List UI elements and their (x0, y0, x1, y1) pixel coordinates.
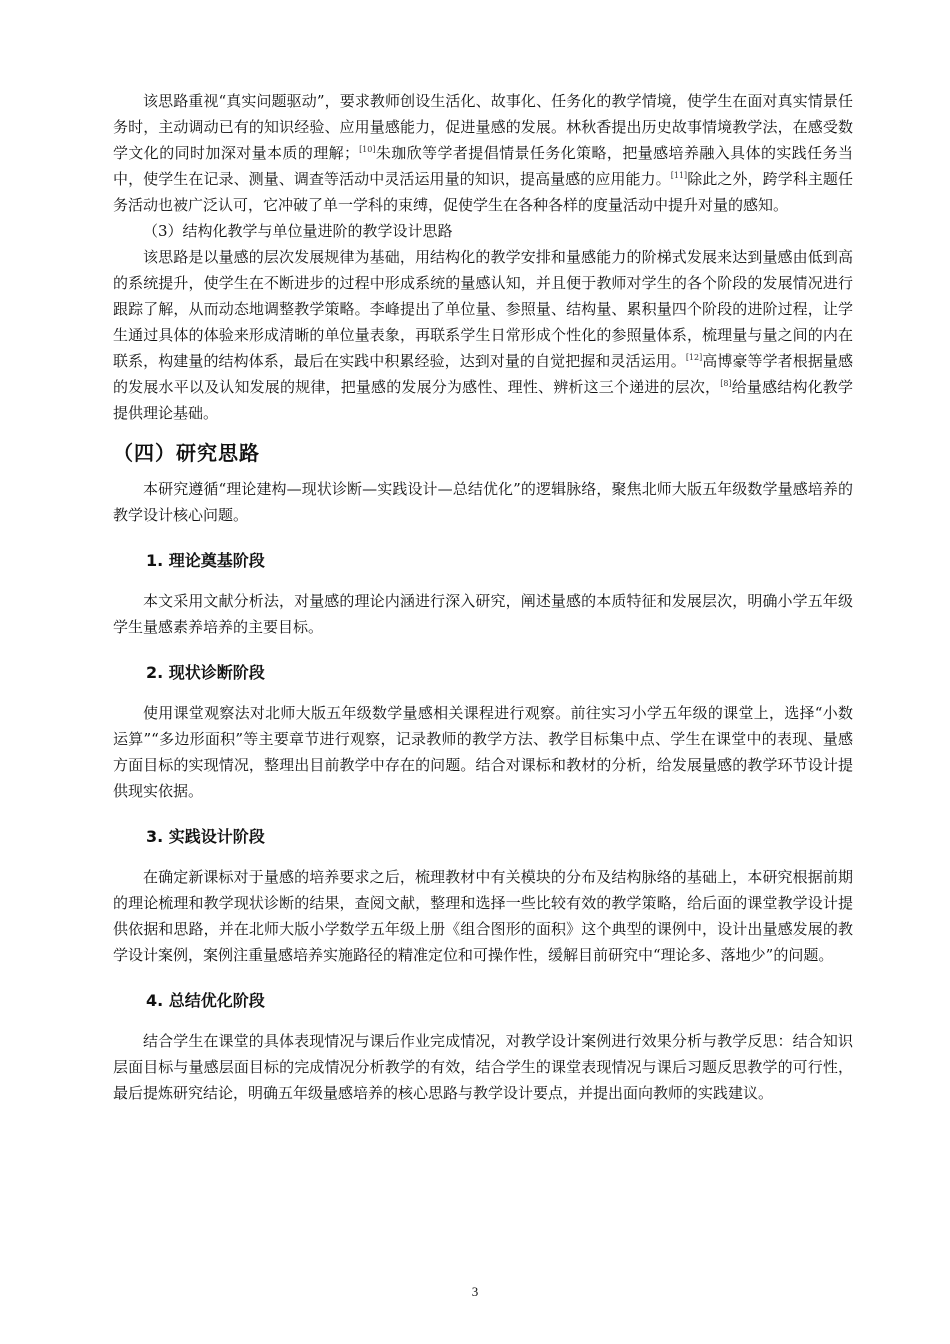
section-intro: 本研究遵循“理论建构—现状诊断—实践设计—总结优化”的逻辑脉络，聚焦北师大版五年级数学量感培养的教学设计核心问题。 (113, 480, 853, 524)
section-heading: （四）研究思路 (113, 441, 260, 465)
intro-text-3: 除此之外，跨学科主题任务活动也被广泛认可，它冲破了单一学科的束缚，促使学生在各种各样的度量活动中提升对量的感知。 (113, 170, 853, 214)
stage-1-text: 本文采用文献分析法，对量感的理论内涵进行深入研究，阐述量感的本质特征和发展层次，明确小学五年级学生量感素养培养的主要目标。 (113, 592, 853, 636)
stage-1-heading: 1. 理论奠基阶段 (146, 551, 265, 570)
stage-2-text: 使用课堂观察法对北师大版五年级数学量感相关课程进行观察。前往实习小学五年级的课堂上，选择“小数运算”“多边形面积”等主要章节进行观察，记录教师的教学方法、教学目标集中点、学生在课堂中的表现、量感方面目标的实现情况，整理出目前教学中存在的问题。结合对课标和教材的分析，给发展量感的教学环节设计提供现实依据。 (113, 704, 853, 800)
citation-11: [11] (670, 171, 688, 180)
citation-8: [8] (720, 379, 732, 388)
structured-paragraph (113, 244, 853, 426)
page-number: 3 (471, 1284, 479, 1299)
stage-4-text: 结合学生在课堂的具体表现情况与课后作业完成情况，对教学设计案例进行效果分析与教学反思：结合知识层面目标与量感层面目标的完成情况分析教学的有效，结合学生的课堂表现情况与课后习题反思教学的可行性，最后提炼研究结论，明确五年级量感培养的核心思路与教学设计要点，并提出面向教师的实践建议。 (113, 1032, 853, 1102)
structured-text-3: 给量感结构化教学提供理论基础。 (113, 378, 853, 422)
stage-2-heading: 2. 现状诊断阶段 (146, 663, 265, 682)
stage-4-heading: 4. 总结优化阶段 (146, 991, 265, 1010)
citation-12: [12] (685, 353, 703, 362)
citation-10: [10] (359, 145, 376, 154)
page-content (113, 88, 853, 1106)
stage-3-text: 在确定新课标对于量感的培养要求之后，梳理教材中有关模块的分布及结构脉络的基础上，本研究根据前期的理论梳理和教学现状诊断的结果，查阅文献，整理和选择一些比较有效的教学策略，给后面的课堂教学设计提供依据和思路，并在北师大版小学数学五年级上册《组合图形的面积》这个典型的课例中，设计出量感发展的教学设计案例，案例注重量感培养实施路径的精准定位和可操作性，缓解目前研究中“理论多、落地少”的问题。 (113, 868, 853, 964)
structured-text-1: 该思路是以量感的层次发展规律为基础，用结构化的教学安排和量感能力的阶梯式发展来达到量感由低到高的系统提升，使学生在不断进步的过程中形成系统的量感认知，并且便于教师对学生的各个阶段的发展情况进行跟踪了解，从而动态地调整教学策略。李峰提出了单位量、参照量、结构量、累积量四个阶段的进阶过程，让学生通过具体的体验来形成清晰的单位量表象，再联系学生日常形成个性化的参照量体系，梳理量与量之间的内在联系，构建量的结构体系，最后在实践中积累经验，达到对量的自觉把握和灵活运用。 (113, 248, 853, 370)
intro-text-1: 该思路重视“真实问题驱动”，要求教师创设生活化、故事化、任务化的教学情境，使学生在面对真实情景任务时，主动调动已有的知识经验、应用量感能力，促进量感的发展。林秋香提出历史故事情境教学法，在感受数学文化的同时加深对量本质的理解； (113, 92, 853, 162)
stage-3-heading: 3. 实践设计阶段 (146, 827, 265, 846)
intro-text-2: 朱珈欣等学者提倡情景任务化策略，把量感培养融入具体的实践任务当中，使学生在记录、测量、调查等活动中灵活运用量的知识，提高量感的应用能力。 (113, 144, 853, 188)
intro-paragraph (113, 88, 853, 218)
subheading-3: （3）结构化教学与单位量进阶的教学设计思路 (143, 222, 453, 240)
structured-text-2: 高博豪等学者根据量感的发展水平以及认知发展的规律，把量感的发展分为感性、理性、辨析这三个递进的层次， (113, 352, 853, 396)
